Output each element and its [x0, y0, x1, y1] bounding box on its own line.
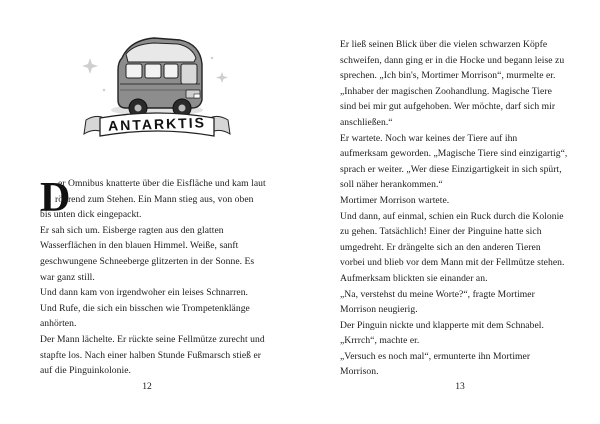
text-line: Er sah sich um. Eisberge ragten aus den glatten — [40, 224, 224, 236]
opening-paragraph — [40, 176, 272, 223]
text-line: „Na, verstehst du meine Worte?“, fragte Mortimer — [340, 288, 535, 300]
text-line: Der Pinguin nickte und klapperte mit dem Schnabel. — [340, 319, 544, 331]
right-page-text — [340, 37, 580, 380]
text-line: geschwungene Schneeberge glitzerten in der Sonne. Es — [40, 255, 255, 267]
text-line: Und dann, auf einmal, schien ein Ruck durch die Kolonie — [340, 210, 564, 222]
text-line: umgedreht. Er drängelte sich an den anderen Tieren — [340, 241, 541, 253]
text-line: sind bei mir gut aufgehoben. Wer möchte, darf sich mir — [340, 101, 556, 113]
page-number: 12 — [142, 381, 152, 392]
drop-cap: D — [40, 175, 71, 221]
bus-icon — [111, 38, 203, 117]
text-line: zu gehen. Tatsächlich! Einer der Pinguine hatte sich — [340, 226, 542, 238]
text-line: bis unten dick eingepackt. — [40, 209, 142, 221]
right-page — [300, 0, 600, 424]
page-number: 13 — [455, 381, 465, 392]
text-line: Aufmerksam blickten sie einander an. — [340, 272, 488, 284]
text-line: röhrend zum Stehen. Ein Mann stieg aus, von oben — [55, 193, 254, 205]
text-line: „Versuch es noch mal“, ermunterte ihn Mortimer — [340, 350, 531, 362]
text-line: Und Rufe, die sich ein bisschen wie Trompetenklänge — [40, 302, 250, 314]
banner-text: ANTARKTIS — [107, 114, 207, 134]
text-line: Und dann kam von irgendwoher ein leises Schnarren. — [40, 287, 249, 299]
text-line: Der Mann lächelte. Er rückte seine Fellmütze zurecht und — [40, 333, 265, 345]
text-line: anhörten. — [40, 318, 77, 330]
text-line: Er ließ seinen Blick über die vielen schwarzen Köpfe — [340, 39, 548, 50]
text-line: Morrison. — [340, 366, 379, 378]
text-line: Er wartete. Noch war keines der Tiere auf ihn — [340, 132, 518, 144]
text-line: schweifen, dann ging er in die Hocke und begann leise zu — [340, 54, 565, 66]
text-line: „Inhaber der magischen Zoohandlung. Magische Tiere — [340, 85, 552, 97]
left-page-text — [40, 176, 272, 379]
text-line: auf die Pinguinkolonie. — [40, 365, 131, 377]
text-line: sprechen. „Ich bin's, Mortimer Morrison“, murmelte er. — [340, 70, 556, 82]
text-line: Mortimer Morrison wartete. — [340, 194, 450, 206]
text-line: er Omnibus knatterte über die Eisfläche und kam laut — [58, 178, 266, 189]
text-line: war ganz still. — [40, 271, 95, 283]
text-line: vorbei und blieb vor dem Mann mit der Fellmütze stehen. — [340, 257, 565, 269]
text-line: sprach er weiter. „Wer diese Einzigartigkeit in sich spürt, — [340, 163, 562, 175]
text-line: Morrison neugierig. — [340, 304, 418, 316]
text-line: aufmerksam geworden. „Magische Tiere sind einzigartig“, — [340, 148, 568, 160]
text-line: soll näher herankommen.“ — [340, 179, 443, 191]
text-line: stapfte los. Nach einer halben Stunde Fußmarsch stieß er — [40, 349, 261, 361]
text-line: „Krrrch“, machte er. — [340, 335, 420, 347]
text-line: anschließen.“ — [340, 116, 393, 128]
text-line: Wasserflächen in den blauen Himmel. Weiße, sanft — [40, 240, 239, 252]
